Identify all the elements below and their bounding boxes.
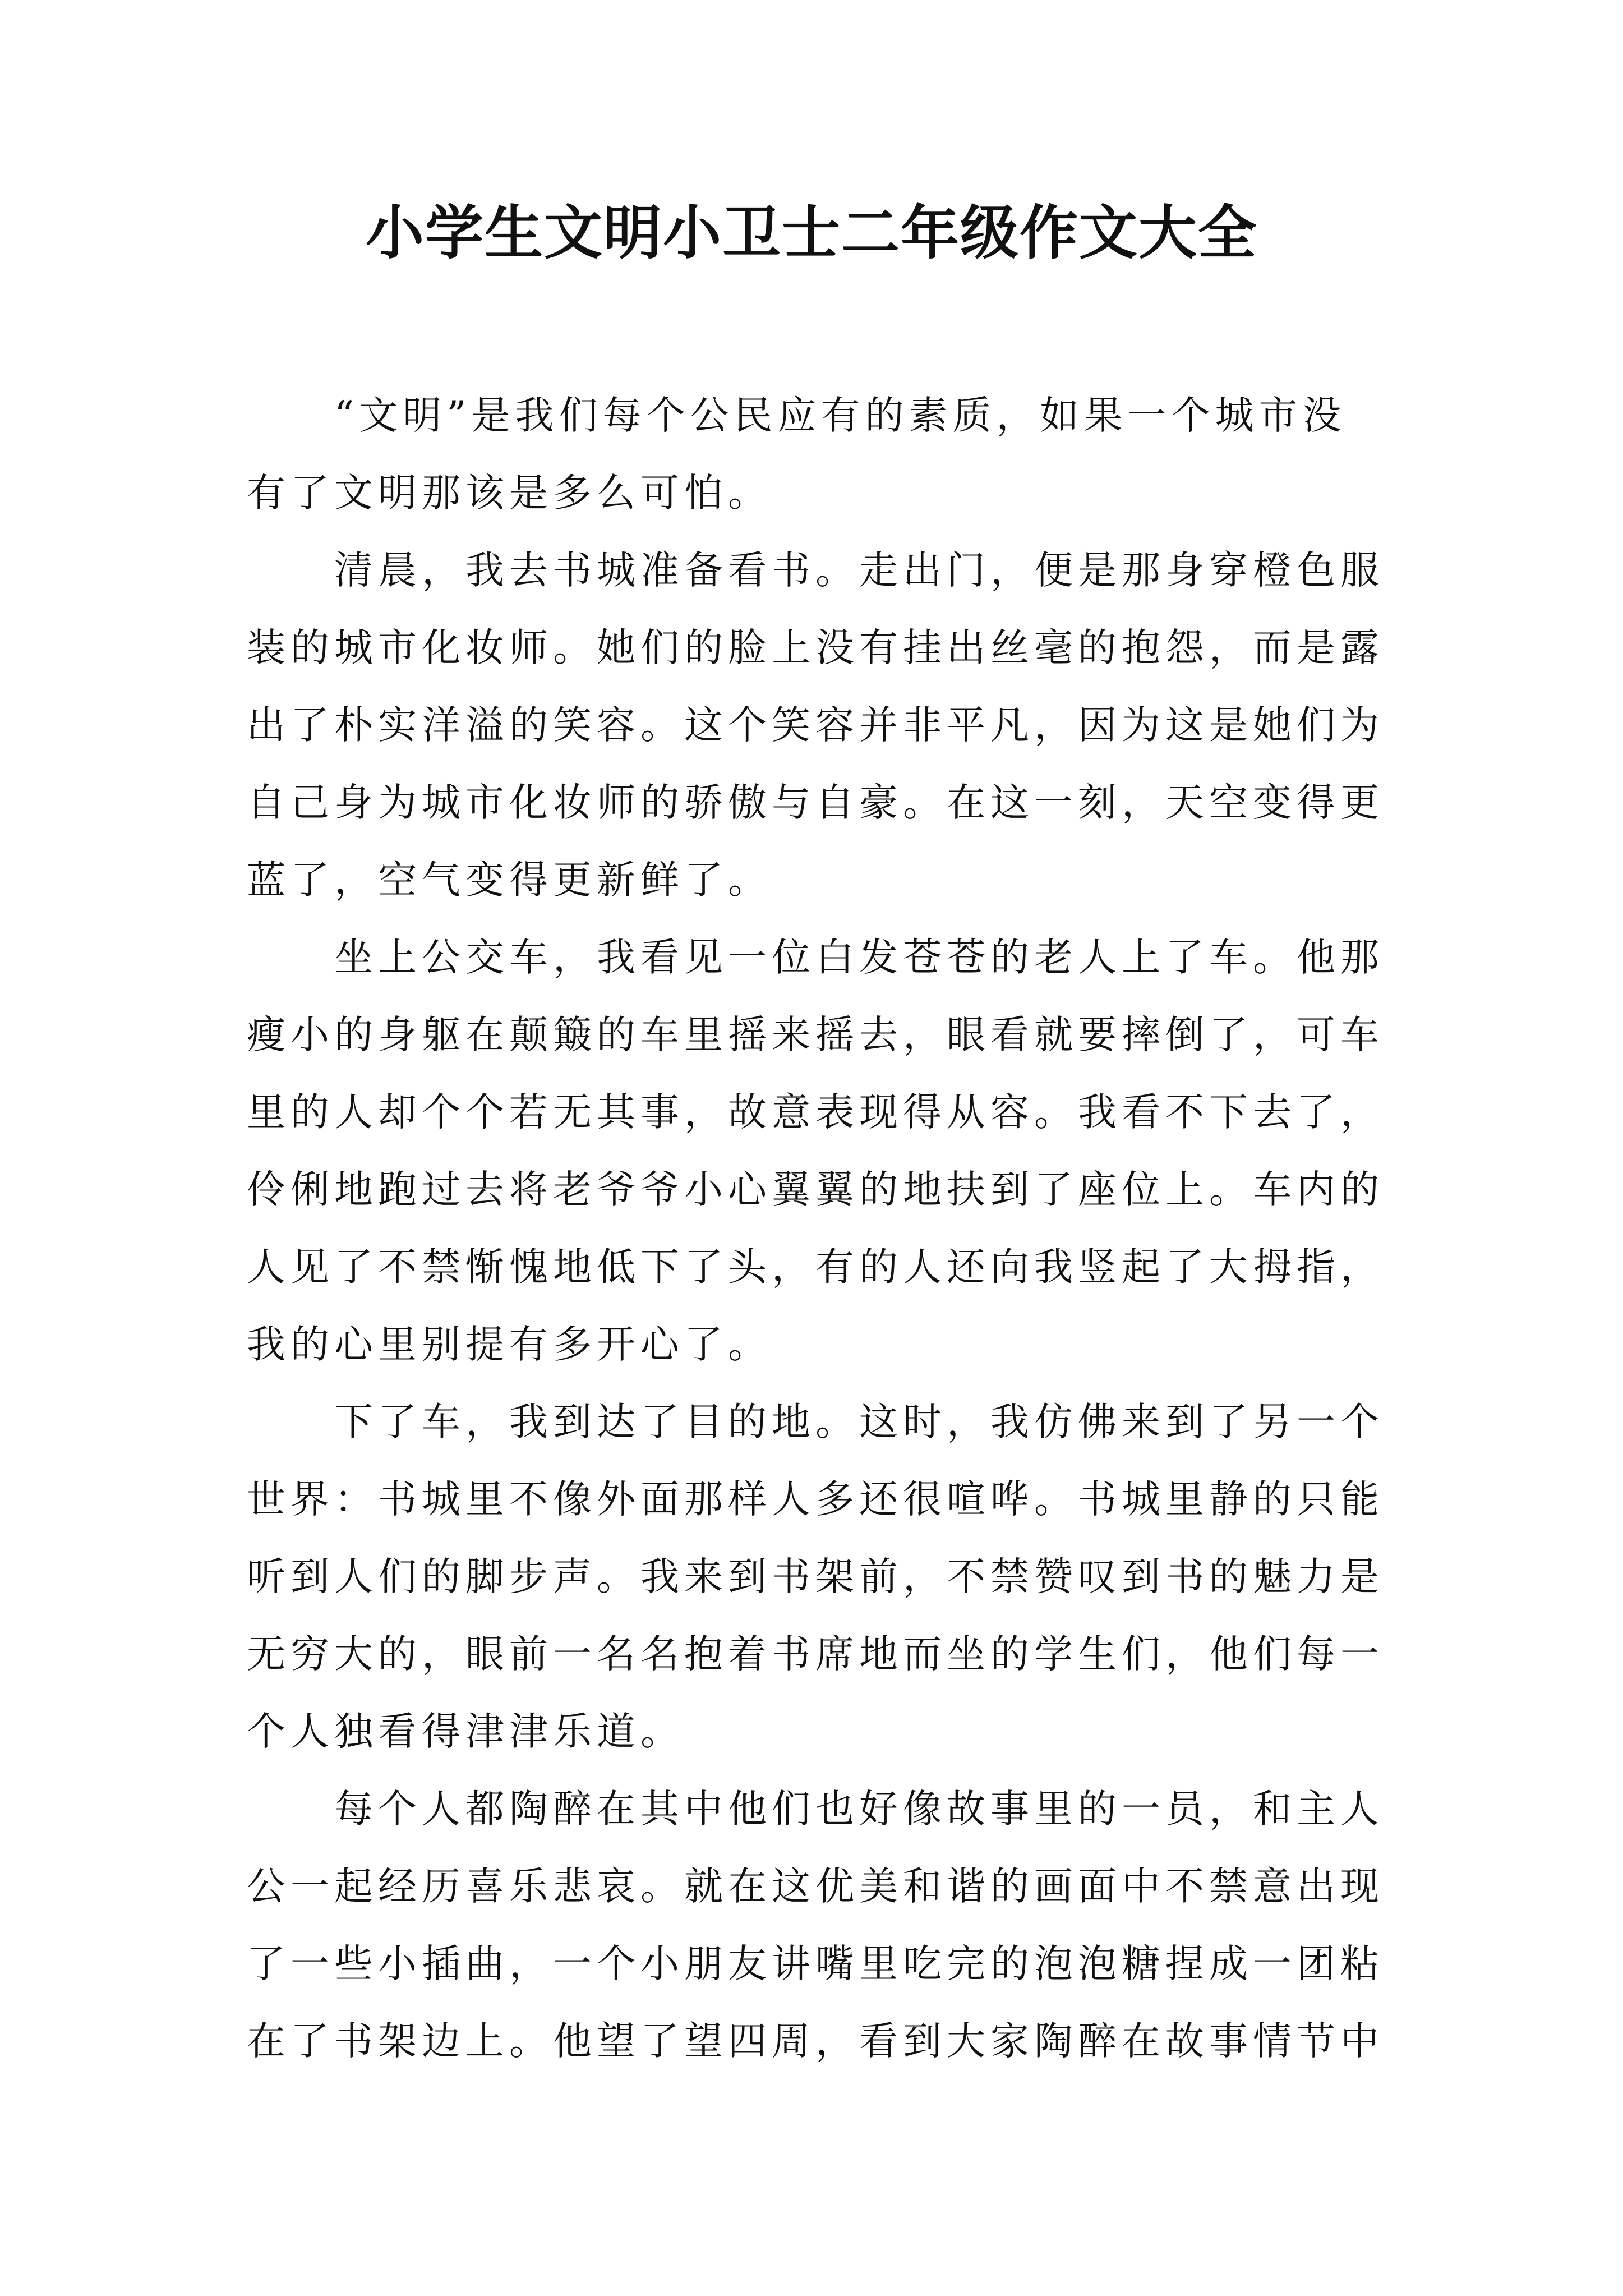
paragraph-3-line-5: 人见了不禁惭愧地低下了头，有的人还向我竖起了大拇指， [247,1245,1384,1290]
paragraph-3-line-3: 里的人却个个若无其事，故意表现得从容。我看不下去了， [247,1090,1384,1135]
paragraph-2-line-4: 自己身为城市化妆师的骄傲与自豪。在这一刻，天空变得更 [247,780,1384,825]
document-body [247,377,1391,2080]
paragraph-4-line-5: 个人独看得津津乐道。 [247,1709,684,1754]
paragraph-3-line-2: 瘦小的身躯在颠簸的车里摇来摇去，眼看就要摔倒了，可车 [247,1013,1384,1057]
paragraph-5-line-2: 公一起经历喜乐悲哀。就在这优美和谐的画面中不禁意出现 [247,1864,1384,1909]
paragraph-2-line-3: 出了朴实洋溢的笑容。这个笑容并非平凡，因为这是她们为 [247,703,1384,748]
paragraph-4-line-2: 世界：书城里不像外面那样人多还很喧哗。书城里静的只能 [247,1477,1384,1522]
paragraph-4-line-1: 下了车，我到达了目的地。这时，我仿佛来到了另一个 [334,1400,1384,1444]
paragraph-2-line-1: 清晨，我去书城准备看书。走出门，便是那身穿橙色服 [334,548,1384,593]
paragraph-2-line-2: 装的城市化妆师。她们的脸上没有挂出丝毫的抱怨，而是露 [247,625,1384,670]
paragraph-5-line-1: 每个人都陶醉在其中他们也好像故事里的一员，和主人 [334,1787,1384,1832]
paragraph-1-line-2: 有了文明那该是多么可怕。 [247,471,772,516]
paragraph-4-line-4: 无穷大的，眼前一名名抱着书席地而坐的学生们，他们每一 [247,1632,1384,1677]
paragraph-5-line-4: 在了书架边上。他望了望四周，看到大家陶醉在故事情节中 [247,2019,1384,2064]
paragraph-3-line-4: 伶俐地跑过去将老爷爷小心翼翼的地扶到了座位上。车内的 [247,1167,1384,1212]
paragraph-3-line-1: 坐上公交车，我看见一位白发苍苍的老人上了车。他那 [334,935,1384,980]
paragraph-2-line-5: 蓝了，空气变得更新鲜了。 [247,858,772,903]
paragraph-1-line-1: “文明”是我们每个公民应有的素质，如果一个城市没 [334,393,1347,438]
paragraph-3-line-6: 我的心里别提有多开心了。 [247,1322,772,1367]
paragraph-4-line-3: 听到人们的脚步声。我来到书架前，不禁赞叹到书的魅力是 [247,1554,1384,1599]
document-title: 小学生文明小卫士二年级作文大全 [365,198,1257,267]
paragraph-5-line-3: 了一些小插曲，一个小朋友讲嘴里吃完的泡泡糖捏成一团粘 [247,1941,1384,1986]
